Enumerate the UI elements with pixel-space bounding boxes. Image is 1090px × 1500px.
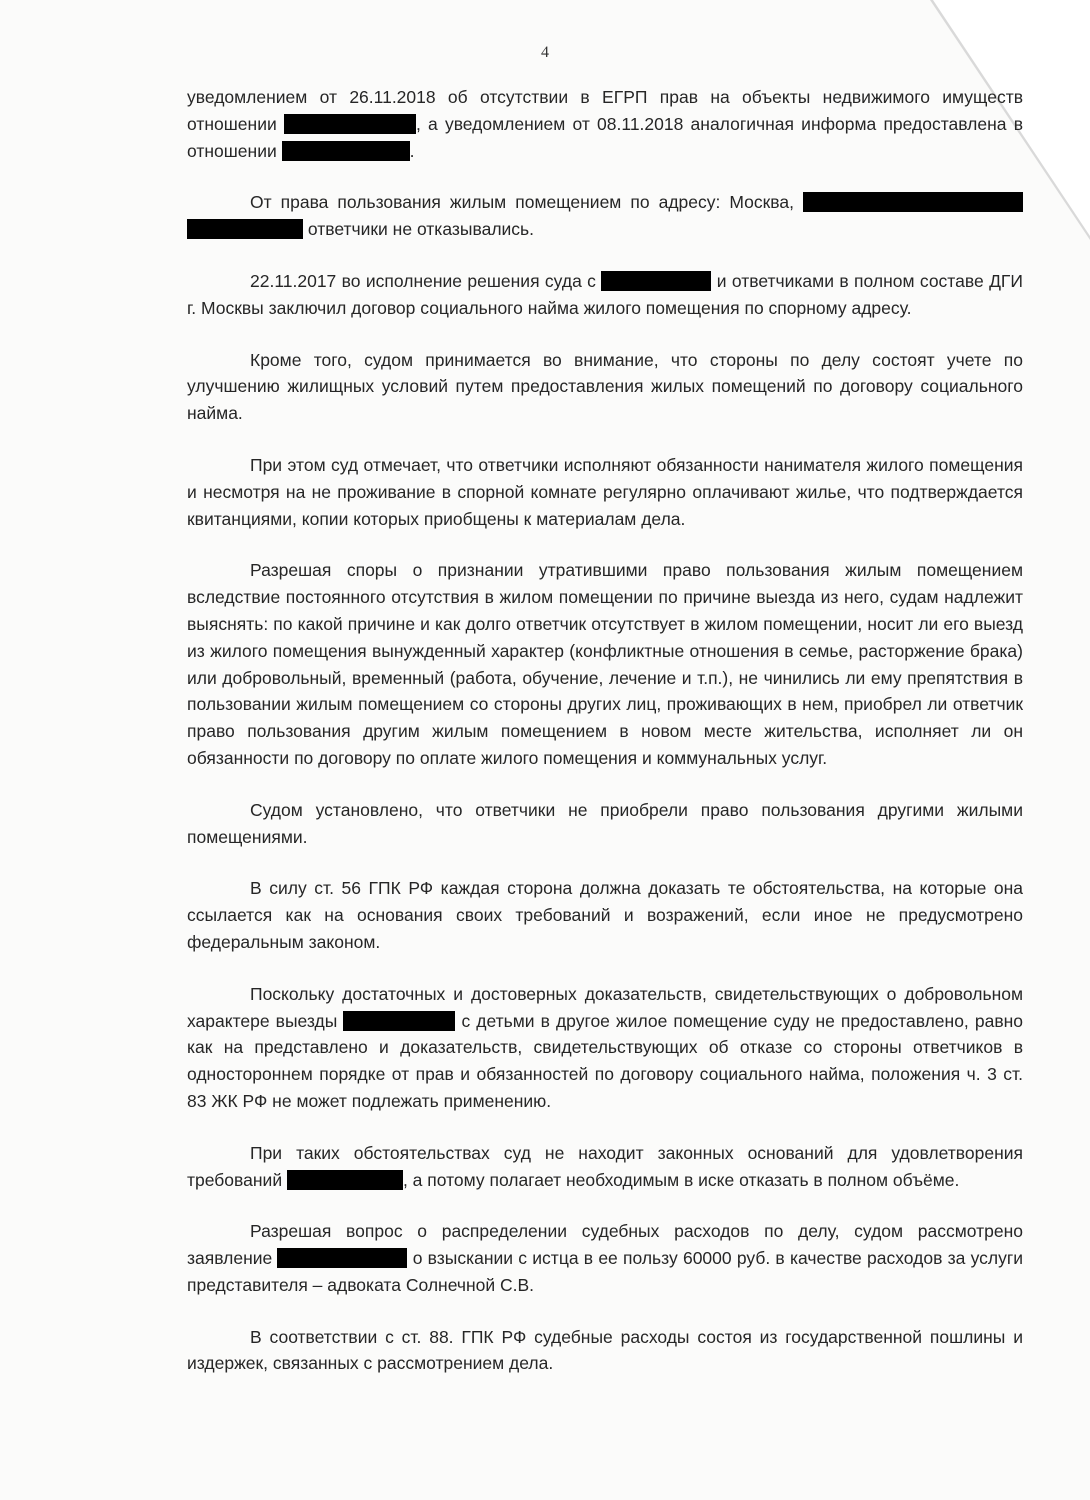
paragraph-3: [187, 268, 1023, 322]
paragraph-10: [187, 1140, 1023, 1194]
redaction-block: [284, 114, 416, 134]
redaction-block: [287, 1170, 403, 1190]
paragraph-1: [187, 84, 1023, 164]
page-number: 4: [541, 44, 549, 61]
text-run: Разрешая вопрос о распределении судебных расходов по делу, судом рассмотрено заявление: [187, 1221, 1023, 1269]
paragraph-4: Кроме того, судом принимается во внимание, что стороны по делу состоят учете по улучшению жилищных условий путем предоставления жилых помещений по договору социального найма.: [187, 349, 1023, 424]
text-run: ответчики не отказывались.: [303, 219, 535, 240]
paragraph-7: Судом установлено, что ответчики не приобрели право пользования другими жилыми помещениями.: [187, 799, 1023, 847]
document-body: [187, 84, 1023, 1402]
text-run: При таких обстоятельствах суд не находит законных оснований для удовлетворения требований: [187, 1142, 1023, 1190]
paragraph-12: В соответствии с ст. 88. ГПК РФ судебные расходы состоя из государственной пошлины и издержек, связанных с рассмотрением дела.: [187, 1326, 1023, 1374]
text-run: уведомлением от 26.11.2018 об отсутствии в ЕГРП прав на объекты недвижимого имуществ отношении: [187, 87, 1023, 134]
redaction-block: [187, 219, 303, 239]
paragraph-11: [187, 1218, 1023, 1298]
text-run: с детьми в другое жилое помещение суду не предоставлено, равно как на представлено и доказательств, свидетельствующих об отказе со стороны ответчиков в одностороннем порядке от прав и обязанностей по договору социального найма, положения ч. 3 ст. 83 ЖК РФ не может подлежать применению.: [187, 1010, 1024, 1111]
redaction-block: [803, 192, 1023, 212]
paragraph-9: [187, 981, 1023, 1115]
text-run: , а уведомлением от 08.11.2018 аналогичная информа предоставлена в отношении: [187, 113, 1023, 161]
redaction-block: [282, 141, 410, 161]
text-run: .: [409, 140, 415, 161]
paragraph-2: [187, 189, 1023, 243]
text-run: Поскольку достаточных и достоверных доказательств, свидетельствующих о добровольном характере выезды: [187, 983, 1023, 1031]
text-run: От права пользования жилым помещением по адресу: Москва,: [250, 192, 803, 213]
text-run: о взыскании с истца в ее пользу 60000 руб. в качестве расходов за услуги представителя – адвоката Солнечной С.В.: [187, 1248, 1023, 1295]
paragraph-5: При этом суд отмечает, что ответчики исполняют обязанности нанимателя жилого помещения и несмотря на не проживание в спорной комнате регулярно оплачивают жилье, что подтверждается квитанциями, копии которых приобщены к материалам дела.: [187, 454, 1023, 529]
redaction-block: [277, 1248, 407, 1268]
paragraph-8: В силу ст. 56 ГПК РФ каждая сторона должна доказать те обстоятельства, на которые она ссылается как на основания своих требований и возражений, если иное не предусмотрено федеральным законом.: [187, 878, 1023, 952]
text-run: и ответчиками в полном составе ДГИ г. Москвы заключил договор социального найма жилого помещения по спорному адресу.: [187, 270, 1023, 318]
redaction-block: [343, 1011, 455, 1031]
text-run: , а потому полагает необходимым в иске отказать в полном объёме.: [402, 1169, 960, 1190]
paragraph-6: Разрешая споры о признании утратившими право пользования жилым помещением вследствие постоянного отсутствия в жилом помещении по причине выезда из него, судам надлежит выяснять: по какой причине и как долго ответчик отсутствует в жилом помещении, носит ли его выезд из жилого помещения вынужденный характер (конфликтные отношения в семье, расторжение брака) или добровольный, временный (работа, обучение, лечение и т.п.), не чинились ли ему препятствия в пользовании жилым помещением со стороны других лиц, проживающих в нем, приобрел ли ответчик право пользования другим жилым помещением в новом месте жительства, исполняет ли он обязанности по договору по оплате жилого помещения и коммунальных услуг.: [187, 560, 1023, 768]
text-run: 22.11.2017 во исполнение решения суда с: [250, 270, 602, 291]
redaction-block: [601, 271, 711, 291]
